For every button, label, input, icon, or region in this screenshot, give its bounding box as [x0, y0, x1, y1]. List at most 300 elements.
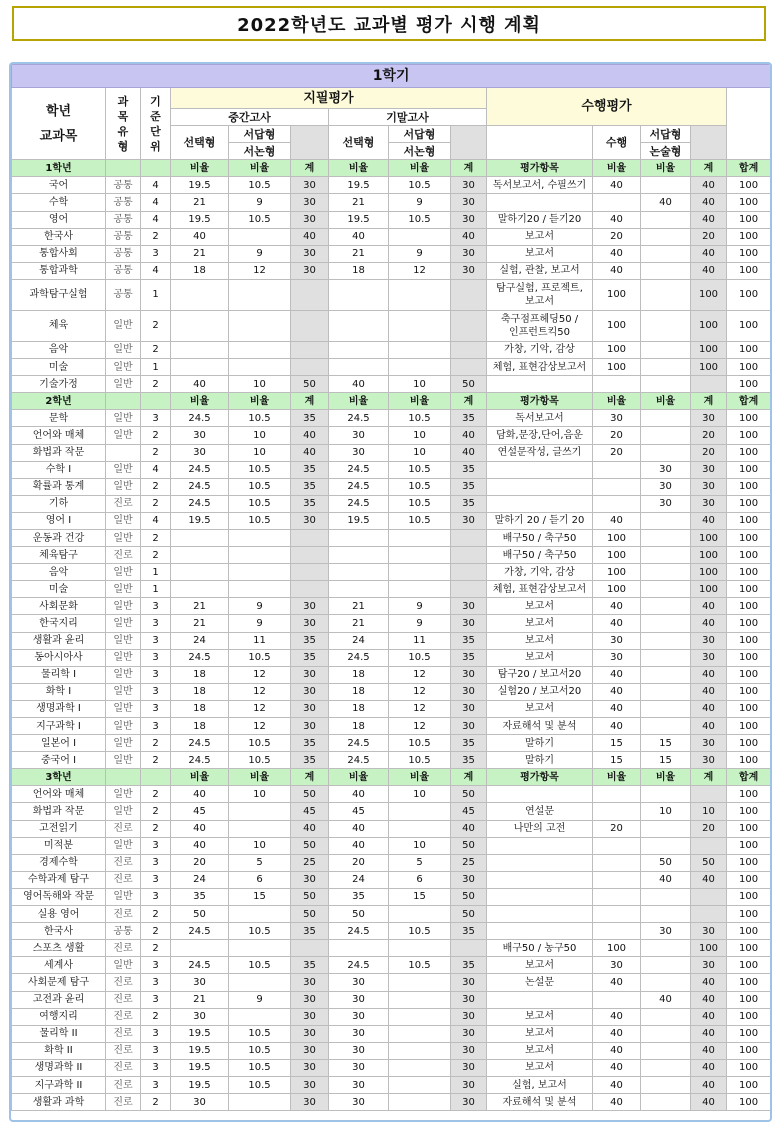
fin-short-cell: 10.5: [389, 735, 451, 752]
perf-short-cell: [641, 957, 691, 974]
mid-total-cell: 35: [291, 735, 329, 752]
mid-mc-cell: [171, 341, 229, 358]
perf-short-cell: [641, 837, 691, 854]
perf-total-cell: 30: [691, 410, 727, 427]
total-header: 계: [451, 160, 487, 177]
perf-short-cell: 40: [641, 871, 691, 888]
grand-total-cell: 100: [727, 495, 771, 512]
mid-short-cell: 10: [229, 444, 291, 461]
mid-short-cell: 10.5: [229, 735, 291, 752]
grand-total-cell: 100: [727, 649, 771, 666]
perf-item-cell: 자료해석 및 분석: [487, 1094, 593, 1111]
perf-cell: [593, 854, 641, 871]
fin-mc-cell: 24.5: [329, 410, 389, 427]
mid-mc-cell: 24.5: [171, 752, 229, 769]
perf-short-cell: [641, 598, 691, 615]
type-cell: 일반: [106, 512, 141, 529]
grand-total-cell: 100: [727, 245, 771, 262]
fin-short-cell: 9: [389, 194, 451, 211]
grand-total-cell: 100: [727, 461, 771, 478]
perf-short-header: 서답형: [641, 126, 691, 143]
table-row: [12, 228, 771, 245]
perf-cell: 15: [593, 752, 641, 769]
perf-short-cell: [641, 888, 691, 905]
fin-short-cell: [389, 547, 451, 564]
fin-mc-cell: 30: [329, 1076, 389, 1093]
type-cell: 공통: [106, 194, 141, 211]
fin-mc-cell: [329, 341, 389, 358]
fin-mc-cell: 30: [329, 991, 389, 1008]
subject-cell: 화학 I: [12, 683, 106, 700]
perf-item-cell: 보고서: [487, 1008, 593, 1025]
mid-total-cell: 30: [291, 1025, 329, 1042]
type-cell: 일반: [106, 581, 141, 598]
grand-total-cell: 100: [727, 310, 771, 341]
table-row: [12, 376, 771, 393]
subject-cell: 기하: [12, 495, 106, 512]
perf-item-cell: 탐구실험, 프로젝트, 보고서: [487, 279, 593, 310]
perf-item-cell: 보고서: [487, 228, 593, 245]
fin-total-cell: [451, 359, 487, 376]
fin-total-cell: 30: [451, 974, 487, 991]
subject-cell: 언어와 매체: [12, 786, 106, 803]
fin-total-cell: 35: [451, 632, 487, 649]
credit-cell: 2: [141, 906, 171, 923]
perf-cell: 20: [593, 444, 641, 461]
fin-short-cell: [389, 529, 451, 546]
subject-cell: 국어: [12, 177, 106, 194]
fin-total-cell: 30: [451, 1094, 487, 1111]
mid-total-cell: 30: [291, 1042, 329, 1059]
grand-total-cell: 100: [727, 1025, 771, 1042]
mid-mc-cell: 30: [171, 1094, 229, 1111]
mid-short-cell: 12: [229, 700, 291, 717]
mid-short-cell: [229, 341, 291, 358]
fin-total-cell: 30: [451, 1059, 487, 1076]
table-row: [12, 666, 771, 683]
perf-item-cell: [487, 991, 593, 1008]
fin-short-cell: [389, 803, 451, 820]
perf-short-cell: 15: [641, 752, 691, 769]
grand-total-cell: 100: [727, 615, 771, 632]
fin-mc-cell: 18: [329, 718, 389, 735]
subject-cell: 한국지리: [12, 615, 106, 632]
fin-mc-cell: 18: [329, 683, 389, 700]
perf-cell: [593, 906, 641, 923]
type-cell: 일반: [106, 735, 141, 752]
mid-mc-cell: [171, 279, 229, 310]
type-cell: 일반: [106, 310, 141, 341]
fin-total-cell: 30: [451, 871, 487, 888]
type-cell: 진로: [106, 906, 141, 923]
perf-short-cell: [641, 245, 691, 262]
perf-total-cell: 40: [691, 1042, 727, 1059]
credit-cell: 2: [141, 310, 171, 341]
mid-short-cell: 9: [229, 991, 291, 1008]
mid-total-cell: 30: [291, 262, 329, 279]
fin-mc-cell: 18: [329, 700, 389, 717]
mid-total-cell: [291, 581, 329, 598]
perf-total-cell: 40: [691, 1076, 727, 1093]
perf-total-cell: 40: [691, 683, 727, 700]
subject-header: 교과목: [39, 128, 78, 144]
fin-total-cell: 50: [451, 786, 487, 803]
fin-mc-cell: [329, 547, 389, 564]
table-row: [12, 512, 771, 529]
credit-cell: 3: [141, 1059, 171, 1076]
fin-mc-cell: 24.5: [329, 649, 389, 666]
perf-item-cell: [487, 837, 593, 854]
type-cell: 진로: [106, 820, 141, 837]
perf-short-cell: [641, 310, 691, 341]
perf-total-cell: 30: [691, 461, 727, 478]
perf-cell: 100: [593, 581, 641, 598]
table-row: [12, 700, 771, 717]
perf-item-cell: 보고서: [487, 615, 593, 632]
credit-cell: 3: [141, 649, 171, 666]
fin-total-cell: 50: [451, 376, 487, 393]
fin-mc-cell: 40: [329, 837, 389, 854]
perf-total-cell: 40: [691, 598, 727, 615]
credit-cell: 2: [141, 923, 171, 940]
ratio-header: 비율: [171, 393, 229, 410]
grand-total-cell: 100: [727, 820, 771, 837]
fin-total-cell: 35: [451, 478, 487, 495]
perf-item-cell: 체험, 표현감상보고서: [487, 359, 593, 376]
perf-cell: 40: [593, 615, 641, 632]
subject-cell: 체육: [12, 310, 106, 341]
fin-mc-cell: 30: [329, 1059, 389, 1076]
credit-cell: 2: [141, 786, 171, 803]
fin-mc-cell: 24.5: [329, 461, 389, 478]
perf-short-cell: [641, 427, 691, 444]
perf-short-cell: [641, 615, 691, 632]
type-cell: 일반: [106, 615, 141, 632]
mid-total-cell: [291, 341, 329, 358]
perf-item-cell: 독서보고서, 수필쓰기: [487, 177, 593, 194]
grand-total-cell: 100: [727, 1042, 771, 1059]
type-cell: 일반: [106, 632, 141, 649]
perf-cell: 100: [593, 547, 641, 564]
mid-short-cell: 10.5: [229, 461, 291, 478]
perf-cell: [593, 376, 641, 393]
table-row: [12, 341, 771, 358]
ratio-header: 비율: [329, 769, 389, 786]
mid-mc-cell: [171, 581, 229, 598]
mid-mc-cell: 24.5: [171, 957, 229, 974]
fin-short-cell: 10: [389, 376, 451, 393]
credit-cell: 2: [141, 1094, 171, 1111]
perf-short-cell: [641, 1094, 691, 1111]
type-cell: 공통: [106, 262, 141, 279]
item-header: 평가항목: [487, 393, 593, 410]
mid-mc-cell: 24.5: [171, 923, 229, 940]
subject-cell: 통합사회: [12, 245, 106, 262]
table-row: [12, 906, 771, 923]
perf-item-cell: 말하기: [487, 752, 593, 769]
section-header-cell: [106, 160, 141, 177]
mid-short-cell: 9: [229, 615, 291, 632]
perf-item-blank: [487, 126, 593, 160]
credit-cell: 2: [141, 752, 171, 769]
fin-total-cell: 40: [451, 820, 487, 837]
perf-short-cell: 30: [641, 461, 691, 478]
fin-short-cell: [389, 1059, 451, 1076]
mid-short-cell: 6: [229, 871, 291, 888]
table-row: [12, 478, 771, 495]
table-row: [12, 547, 771, 564]
fin-mc-cell: 30: [329, 427, 389, 444]
mid-short-cell: 10: [229, 837, 291, 854]
table-row: [12, 598, 771, 615]
fin-mc-cell: 24: [329, 632, 389, 649]
grand-total-header: 합계: [727, 393, 771, 410]
mid-total-cell: 30: [291, 683, 329, 700]
perf-total-cell: 30: [691, 735, 727, 752]
perf-item-cell: 실험, 보고서: [487, 1076, 593, 1093]
type-cell: 일반: [106, 803, 141, 820]
mid-short-cell: 15: [229, 888, 291, 905]
perf-essay-header: 논술형: [641, 143, 691, 160]
perf-total-cell: 20: [691, 228, 727, 245]
final-header: 기말고사: [329, 109, 487, 126]
grand-total-cell: 100: [727, 359, 771, 376]
perf-short-cell: [641, 683, 691, 700]
fin-short-cell: 10.5: [389, 512, 451, 529]
ratio-header: 비율: [389, 769, 451, 786]
credit-cell: 2: [141, 376, 171, 393]
grand-total-cell: 100: [727, 923, 771, 940]
type-cell: 진로: [106, 1076, 141, 1093]
perf-short-cell: [641, 820, 691, 837]
subject-cell: 미술: [12, 581, 106, 598]
type-cell: 진로: [106, 1094, 141, 1111]
credit-cell: 3: [141, 871, 171, 888]
fin-short-cell: 10: [389, 786, 451, 803]
mid-short-cell: 10.5: [229, 649, 291, 666]
fin-mc-cell: [329, 529, 389, 546]
fin-short-cell: [389, 820, 451, 837]
type-cell: 진로: [106, 871, 141, 888]
total-header: 계: [451, 769, 487, 786]
perf-total-cell: [691, 888, 727, 905]
fin-mc-cell: 50: [329, 906, 389, 923]
mid-total-cell: 25: [291, 854, 329, 871]
mid-short-header: 서답형: [229, 126, 291, 143]
credit-cell: 2: [141, 735, 171, 752]
credit-cell: 2: [141, 1008, 171, 1025]
fin-short-cell: 11: [389, 632, 451, 649]
table-row: [12, 245, 771, 262]
perf-total-cell: 100: [691, 529, 727, 546]
mid-mc-cell: 18: [171, 262, 229, 279]
perf-cell: 40: [593, 245, 641, 262]
mid-total-cell: 30: [291, 700, 329, 717]
perf-short-cell: [641, 1008, 691, 1025]
mid-mc-cell: 40: [171, 376, 229, 393]
perf-item-cell: [487, 871, 593, 888]
credit-cell: 2: [141, 444, 171, 461]
fin-mc-cell: 18: [329, 666, 389, 683]
mid-total-blank: [291, 126, 329, 160]
perf-cell: 20: [593, 427, 641, 444]
fin-mc-cell: 30: [329, 1008, 389, 1025]
mid-mc-cell: 40: [171, 786, 229, 803]
section-header-cell: [141, 393, 171, 410]
perf-short-cell: [641, 359, 691, 376]
perf-total-cell: 30: [691, 957, 727, 974]
perf-short-cell: [641, 700, 691, 717]
perf-cell: 30: [593, 410, 641, 427]
mid-short-cell: 12: [229, 666, 291, 683]
table-row: [12, 1076, 771, 1093]
subject-cell: 한국사: [12, 228, 106, 245]
credit-cell: 3: [141, 700, 171, 717]
mid-total-cell: [291, 279, 329, 310]
mid-short-cell: 10: [229, 427, 291, 444]
grand-total-cell: 100: [727, 940, 771, 957]
perf-item-cell: 논설문: [487, 974, 593, 991]
subject-cell: 사회문제 탐구: [12, 974, 106, 991]
fin-total-cell: 30: [451, 718, 487, 735]
mid-mc-cell: [171, 359, 229, 376]
fin-mc-cell: 18: [329, 262, 389, 279]
grand-total-cell: 100: [727, 279, 771, 310]
fin-short-cell: 10.5: [389, 211, 451, 228]
fin-short-cell: 6: [389, 871, 451, 888]
fin-mc-cell: 21: [329, 245, 389, 262]
table-row: [12, 177, 771, 194]
mid-total-cell: 30: [291, 615, 329, 632]
fin-mc-cell: 21: [329, 194, 389, 211]
perf-item-cell: 말하기20 / 듣기20: [487, 211, 593, 228]
perf-cell: 40: [593, 1076, 641, 1093]
perf-cell: [593, 478, 641, 495]
perf-short-cell: [641, 632, 691, 649]
table-row: [12, 1059, 771, 1076]
fin-total-cell: [451, 341, 487, 358]
perf-total-cell: 40: [691, 974, 727, 991]
perf-total-cell: 40: [691, 194, 727, 211]
perf-total-cell: [691, 906, 727, 923]
mid-short-cell: 10: [229, 376, 291, 393]
mid-mc-cell: [171, 529, 229, 546]
perf-item-cell: 말하기 20 / 듣기 20: [487, 512, 593, 529]
perf-item-cell: 보고서: [487, 700, 593, 717]
table-row: [12, 632, 771, 649]
mid-mc-cell: 40: [171, 820, 229, 837]
mid-short-cell: 10.5: [229, 1042, 291, 1059]
mid-short-cell: 12: [229, 262, 291, 279]
fin-short-cell: [389, 1025, 451, 1042]
mid-short-cell: [229, 906, 291, 923]
perf-total-cell: 100: [691, 279, 727, 310]
fin-total-cell: [451, 547, 487, 564]
grand-total-cell: 100: [727, 564, 771, 581]
mid-total-cell: 40: [291, 820, 329, 837]
mid-total-cell: 35: [291, 752, 329, 769]
credit-cell: 3: [141, 957, 171, 974]
mid-mc-cell: 21: [171, 194, 229, 211]
subject-cell: 체육탐구: [12, 547, 106, 564]
grand-total-cell: 100: [727, 683, 771, 700]
fin-total-cell: [451, 940, 487, 957]
mid-short-cell: 9: [229, 194, 291, 211]
mid-total-cell: 30: [291, 974, 329, 991]
section-grade-label: 1학년: [12, 160, 106, 177]
grand-total-cell: 100: [727, 194, 771, 211]
fin-total-cell: [451, 279, 487, 310]
perf-total-cell: 100: [691, 341, 727, 358]
table-row: [12, 564, 771, 581]
table-row: [12, 615, 771, 632]
mid-short-cell: 9: [229, 598, 291, 615]
perf-short-cell: [641, 974, 691, 991]
type-cell: 일반: [106, 786, 141, 803]
grand-total-cell: 100: [727, 376, 771, 393]
credit-cell: 2: [141, 427, 171, 444]
credit-cell: 3: [141, 974, 171, 991]
perf-item-cell: [487, 906, 593, 923]
fin-short-cell: 10.5: [389, 957, 451, 974]
perf-item-cell: [487, 854, 593, 871]
mid-total-cell: 50: [291, 786, 329, 803]
perf-short-cell: [641, 581, 691, 598]
fin-total-cell: [451, 581, 487, 598]
grand-total-cell: 100: [727, 837, 771, 854]
perf-total-cell: 40: [691, 1059, 727, 1076]
ratio-header: 비율: [641, 393, 691, 410]
fin-short-cell: 10.5: [389, 461, 451, 478]
perf-cell: [593, 888, 641, 905]
subject-cell: 과학탐구실험: [12, 279, 106, 310]
perf-total-cell: 30: [691, 923, 727, 940]
table-row: [12, 991, 771, 1008]
perf-total-cell: 100: [691, 581, 727, 598]
total-header-blank: [727, 88, 771, 160]
mid-mc-cell: [171, 564, 229, 581]
mid-total-cell: 30: [291, 718, 329, 735]
credit-cell: 2: [141, 495, 171, 512]
subject-cell: 물리학 I: [12, 666, 106, 683]
type-cell: 일반: [106, 837, 141, 854]
grand-total-cell: 100: [727, 888, 771, 905]
fin-total-cell: 25: [451, 854, 487, 871]
fin-total-cell: 35: [451, 649, 487, 666]
perf-short-cell: [641, 940, 691, 957]
perf-total-cell: 100: [691, 547, 727, 564]
mid-mc-cell: 18: [171, 683, 229, 700]
credit-cell: 4: [141, 177, 171, 194]
fin-short-cell: 10.5: [389, 752, 451, 769]
perf-cell: 100: [593, 529, 641, 546]
credit-cell: 4: [141, 262, 171, 279]
fin-short-cell: 15: [389, 888, 451, 905]
mid-total-cell: 35: [291, 478, 329, 495]
subject-cell: 생명과학 I: [12, 700, 106, 717]
mid-mc-cell: 24.5: [171, 735, 229, 752]
perf-total-cell: 100: [691, 564, 727, 581]
grand-total-header: 합계: [727, 160, 771, 177]
perf-total-cell: 30: [691, 495, 727, 512]
subject-cell: 음악: [12, 564, 106, 581]
perf-cell: [593, 194, 641, 211]
mid-mc-cell: 24.5: [171, 461, 229, 478]
perf-short-cell: 30: [641, 495, 691, 512]
ratio-header: 비율: [329, 393, 389, 410]
mid-mc-cell: 18: [171, 666, 229, 683]
type-cell: 일반: [106, 341, 141, 358]
